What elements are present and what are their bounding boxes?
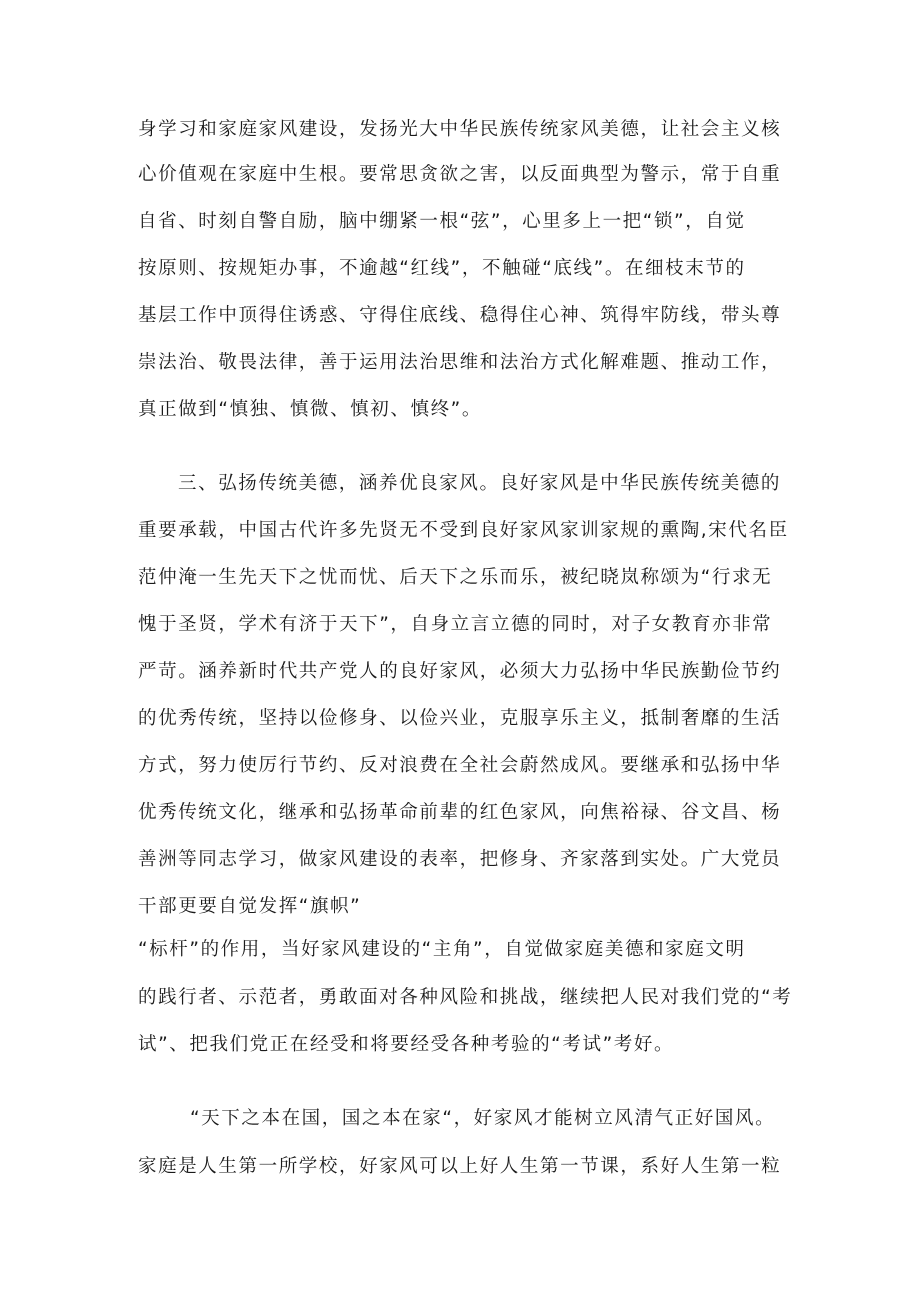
paragraph-line: 方式，努力使厉行节约、反对浪费在全社会蔚然成风。要继承和弘扬中华 bbox=[138, 755, 782, 776]
paragraph-line: 愧于圣贤，学术有济于天下”，自身立言立德的同时，对子女教育亦非常 bbox=[138, 614, 773, 635]
paragraph-line: 的优秀传统，坚持以俭修身、以俭兴业，克服享乐主义，抵制奢靡的生活 bbox=[138, 708, 782, 729]
paragraph-line: 按原则、按规矩办事，不逾越“红线”，不触碰“底线”。在细枝末节的 bbox=[138, 258, 746, 279]
paragraph-line: “标杆”的作用，当好家风建设的“主角”，自觉做家庭美德和家庭文明 bbox=[138, 939, 746, 960]
paragraph-line: 试”、把我们党正在经受和将要经受各种考验的“考试”考好。 bbox=[138, 1034, 675, 1055]
paragraph-line: 心价值观在家庭中生根。要常思贪欲之害，以反面典型为警示，常于自重 bbox=[138, 164, 782, 185]
section-heading-line: 三、弘扬传统美德，涵养优良家风。良好家风是中华民族传统美德的 bbox=[178, 473, 782, 494]
paragraph-line: 自省、时刻自警自励，脑中绷紧一根“弦”，心里多上一把“锁”，自觉 bbox=[138, 211, 746, 232]
paragraph-line: 的践行者、示范者，勇敢面对各种风险和挑战，继续把人民对我们党的“考 bbox=[138, 987, 793, 1008]
paragraph-line: “天下之本在国，国之本在家“，好家风才能树立风清气正好国风。 bbox=[190, 1108, 776, 1129]
paragraph-line: 重要承载，中国古代许多先贤无不受到良好家风家训家规的熏陶,宋代名臣 bbox=[138, 520, 789, 541]
paragraph-line: 干部更要自觉发挥“旗帜” bbox=[138, 896, 362, 917]
paragraph-line: 真正做到“慎独、慎微、慎初、慎终”。 bbox=[138, 399, 482, 420]
paragraph-line: 优秀传统文化，继承和弘扬革命前辈的红色家风，向焦裕禄、谷文昌、杨 bbox=[138, 802, 782, 823]
paragraph-line: 家庭是人生第一所学校，好家风可以上好人生第一节课，系好人生第一粒 bbox=[138, 1156, 782, 1177]
paragraph-line: 严苛。涵养新时代共产党人的良好家风，必须大力弘扬中华民族勤俭节约 bbox=[138, 661, 782, 682]
paragraph-line: 善洲等同志学习，做家风建设的表率，把修身、齐家落到实处。广大党员 bbox=[138, 849, 782, 870]
paragraph-line: 范仲淹一生先天下之忧而忧、后天下之乐而乐，被纪晓岚称颂为“行求无 bbox=[138, 567, 773, 588]
paragraph-line: 崇法治、敬畏法律，善于运用法治思维和法治方式化解难题、推动工作， bbox=[138, 352, 782, 373]
paragraph-line: 身学习和家庭家风建设，发扬光大中华民族传统家风美德，让社会主义核 bbox=[138, 119, 782, 140]
paragraph-line: 基层工作中顶得住诱惑、守得住底线、稳得住心神、筑得牢防线，带头尊 bbox=[138, 305, 782, 326]
